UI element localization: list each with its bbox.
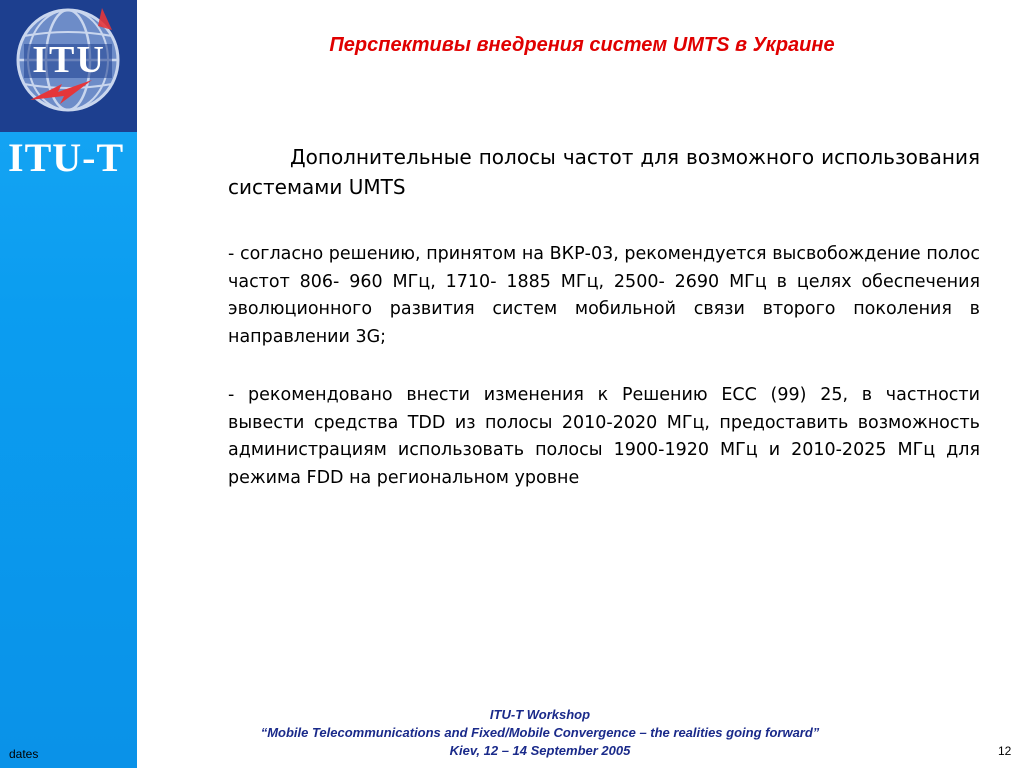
sidebar (0, 0, 137, 768)
dates-label: dates (9, 747, 39, 761)
footer-location-date: Kiev, 12 – 14 September 2005 (449, 743, 631, 758)
slide-title: Перспективы внедрения систем UMTS в Украине (329, 34, 835, 56)
itu-logo (0, 0, 137, 132)
slide-content (228, 142, 980, 492)
paragraph-1: - согласно решению, принятом на ВКР-03, рекомендуется высвобождение полос частот 806- 960 МГц, 1710- 1885 МГц, 2500- 2690 МГц в целях обеспечения эволюционного развития систем мобильной связи второго поколения в направлении 3G; (228, 244, 980, 347)
footer-event-title: “Mobile Telecommunications and Fixed/Mobile Convergence – the realities going forward” (260, 725, 820, 740)
section-heading: Дополнительные полосы частот для возможного использования системами UMTS (228, 145, 980, 199)
page-number: 12 (998, 744, 1012, 758)
footer (140, 706, 940, 760)
footer-workshop: ITU-T Workshop (489, 707, 591, 722)
logo-text: ITU (32, 39, 106, 81)
sidebar-title: ITU-T (8, 135, 125, 180)
paragraph-2: - рекомендовано внести изменения к Решению ЕСС (99) 25, в частности вывести средства TDD из полосы 2010-2020 МГц, предоставить возможность администрациям использовать полосы 1900-1920 МГц и 2010-2025 МГц для режима FDD на региональном уровне (228, 385, 980, 488)
